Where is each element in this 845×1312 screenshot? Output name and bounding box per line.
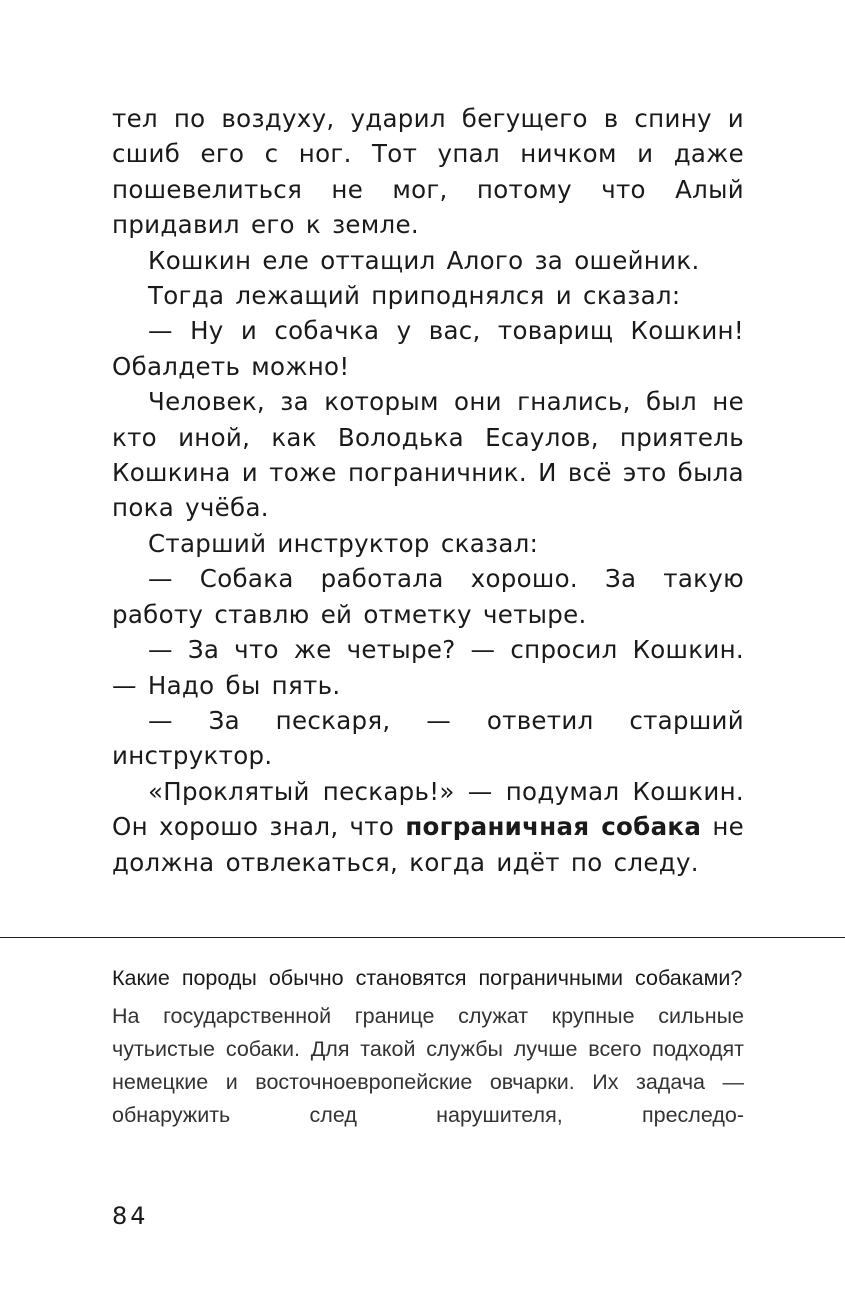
paragraph: Человек, за которым они гнались, был не кто иной, как Володька Есаулов, приятель Кошкина и тоже пограничник. И всё это была пока учёба. [112, 387, 744, 523]
paragraph: — За пескаря, — ответил старший инструктор. [112, 705, 744, 771]
paragraph: — Собака работала хорошо. За такую работу ставлю ей отметку четыре. [112, 564, 744, 629]
paragraph [112, 774, 744, 880]
bold-term: пограничная собака [405, 812, 702, 842]
info-box [112, 962, 744, 1132]
paragraph-text: «Проклятый пескарь!» — подумал Кошкин. Он хорошо знал, что [112, 776, 744, 842]
paragraph: — За что же четыре? — спросил Кошкин. — Надо бы пять. [112, 635, 744, 700]
info-question: Какие породы обычно становятся пограничными собаками? [112, 966, 743, 990]
story-text [112, 101, 744, 880]
paragraph: — Ну и собачка у вас, товарищ Кошкин! Обалдеть можно! [112, 316, 744, 381]
paragraph: тел по воздуху, ударил бегущего в спину и сшиб его с ног. Тот упал ничком и даже пошевелиться не мог, потому что Алый придавил его к земле. [112, 104, 744, 240]
paragraph: Старший инструктор сказал: [148, 528, 539, 558]
paragraph-text: не должна отвлекаться, когда идёт по следу. [112, 812, 745, 877]
page-number: 84 [112, 1202, 149, 1230]
info-answer: На государственной границе служат крупные сильные чутьистые собаки. Для такой службы лучше всего подходят немецкие и восточноевропейские овчарки. Их задача — обнаружить след нарушителя, преследо- [112, 1004, 744, 1127]
paragraph: Тогда лежащий приподнялся и сказал: [148, 281, 681, 311]
paragraph: Кошкин еле оттащил Алого за ошейник. [148, 245, 700, 275]
section-divider [0, 937, 845, 938]
